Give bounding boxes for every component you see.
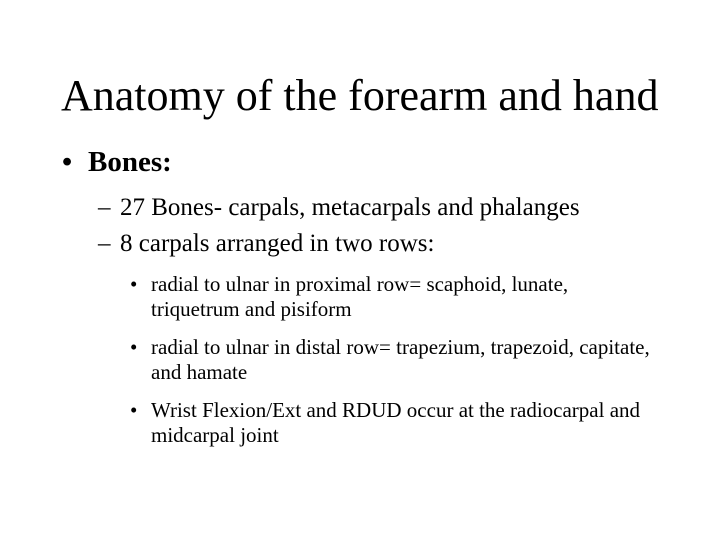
dash-marker: – — [98, 230, 111, 257]
bullet-marker: • — [130, 272, 138, 296]
detail-text: Wrist Flexion/Ext and RDUD occur at the radiocarpal and midcarpal joint — [151, 398, 641, 447]
subpoint-text: 27 Bones- carpals, metacarpals and phalanges — [120, 194, 580, 221]
detail-distal-row — [130, 335, 651, 385]
subpoint-text: 8 carpals arranged in two rows: — [120, 230, 435, 257]
dash-marker: – — [98, 194, 111, 221]
subpoint-8-carpals — [98, 229, 434, 259]
bullet-bones — [62, 145, 172, 179]
detail-proximal-row — [130, 272, 651, 322]
detail-text: radial to ulnar in distal row= trapezium, trapezoid, capitate, and hamate — [151, 335, 650, 384]
detail-wrist-motion — [130, 398, 651, 448]
bullet-label: Bones: — [88, 146, 172, 178]
bullet-marker: • — [130, 398, 138, 422]
bullet-marker: • — [62, 146, 73, 178]
bullet-marker: • — [130, 335, 138, 359]
slide-title: Anatomy of the forearm and hand — [61, 71, 659, 120]
subpoint-27-bones — [98, 193, 580, 223]
detail-text: radial to ulnar in proximal row= scaphoid, lunate, triquetrum and pisiform — [151, 272, 569, 321]
